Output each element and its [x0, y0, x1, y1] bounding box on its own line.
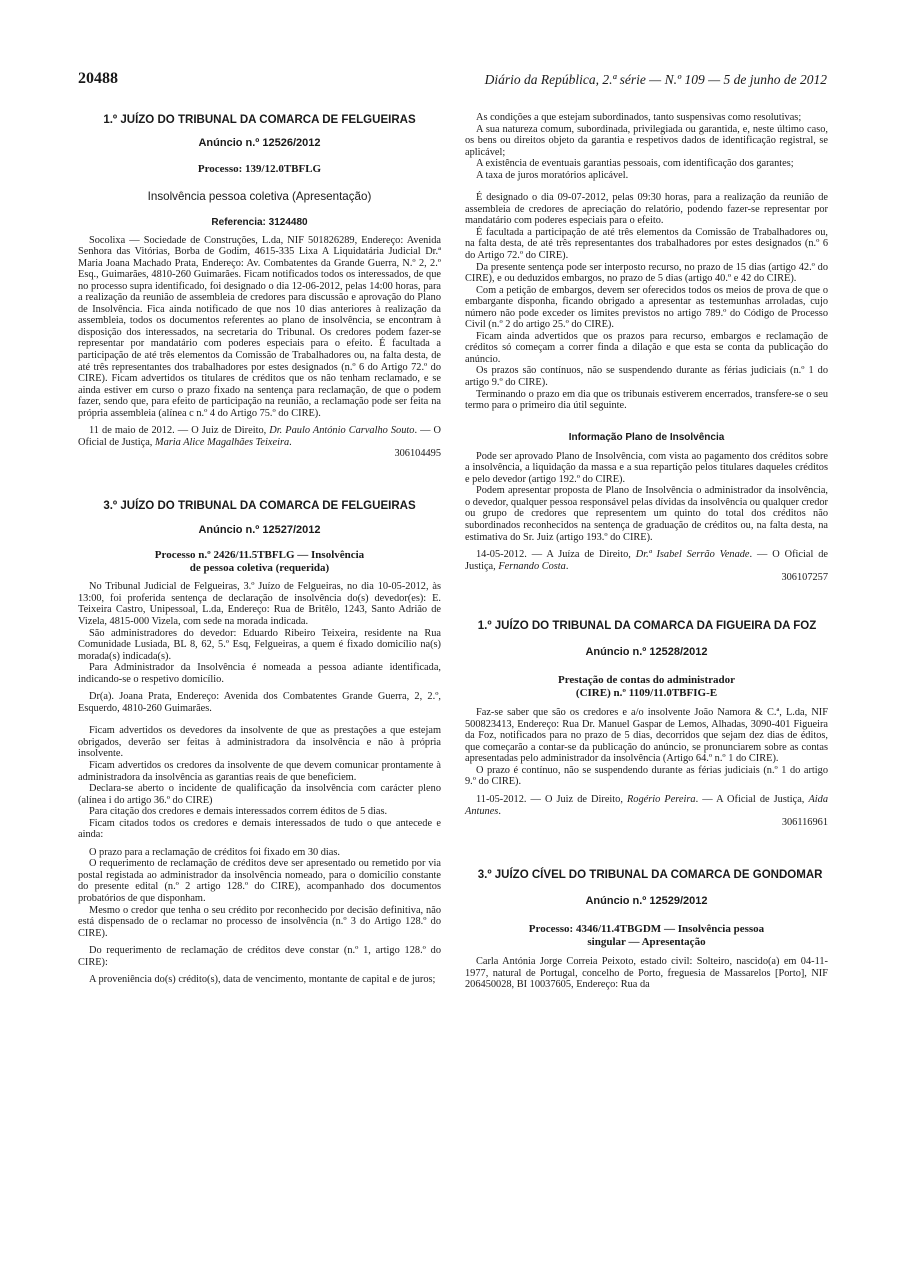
- referencia: Referencia: 3124480: [211, 216, 308, 228]
- paragraph: O prazo é contínuo, não se suspendendo durante as férias judiciais (n.º 1 do artigo 9.º do CIRE).: [465, 764, 828, 788]
- publication-id: 306104495: [394, 448, 441, 460]
- paragraph: Pode ser aprovado Plano de Insolvência, com vista ao pagamento dos créditos sobre a insolvência, a liquidação da massa e a sua repartição pelos titulares daqueles créditos e pelo devedor (artigo 192.º do CIRE).: [465, 450, 828, 485]
- notice-title-2: singular — Apresentação: [587, 935, 706, 948]
- paragraph: As condições a que estejam subordinados, tanto suspensivas como resolutivas;: [476, 112, 802, 123]
- paragraph: Mesmo o credor que tenha o seu crédito por reconhecido por decisão definitiva, não está dispensado de o reclamar no processo de insolvência (n.º 3 do Artigo 128.º do CIRE).: [78, 904, 441, 939]
- left-column: [78, 112, 441, 986]
- signature-line: 14-05-2012. — A Juíza de Direito, Dr.ª Isabel Serrão Venade. — O Oficial de Justiça, Fernando Costa.: [465, 549, 828, 572]
- paragraph: A proveniência do(s) crédito(s), data de vencimento, montante de capital e de juros;: [89, 974, 436, 986]
- paragraph: Com a petição de embargos, devem ser oferecidos todos os meios de prova de que o embargante disponha, ficando obrigado a apresentar as testemunhas arroladas, cujo número não pode exceder os limites previstos no artigo 789.º do Código de Processo Civil (n.º 2 do artigo 25.º do CIRE).: [465, 284, 828, 331]
- paragraph: É facultada a participação de até três elementos da Comissão de Trabalhadores ou, na falta desta, de até três representantes dos trabalhadores por estes designados (n.º 6 do Artigo 72.º do CIRE).: [465, 226, 828, 262]
- anuncio-number: Anúncio n.º 12528/2012: [585, 646, 708, 659]
- journal-title: Diário da República, 2.ª série — N.º 109 — 5 de junho de 2012: [484, 72, 827, 87]
- court-heading: 3.º JUÍZO DO TRIBUNAL DA COMARCA DE FELGUEIRAS: [103, 498, 416, 513]
- page-number: 20488: [78, 70, 118, 87]
- paragraph: Carla Antónia Jorge Correia Peixoto, estado civil: Solteiro, nascido(a) em 04-11-1977, natural de Portugal, concelho de Porto, freguesia de Massarelos [Porto], NIF 206450028, BI 10037605, Endereço: Rua da: [465, 956, 828, 991]
- anuncio-number: Anúncio n.º 12527/2012: [198, 524, 321, 537]
- paragraph: Dr(a). Joana Prata, Endereço: Avenida dos Combatentes Grande Guerra, 2, 2.º, Esquerdo, 4810-260 Guimarães.: [78, 691, 441, 714]
- notice-12526: [78, 112, 441, 460]
- anuncio-number: Anúncio n.º 12526/2012: [198, 137, 321, 149]
- notice-title-1: Prestação de contas do administrador: [557, 674, 735, 687]
- anuncio-number: Anúncio n.º 12529/2012: [585, 895, 708, 908]
- paragraph: A taxa de juros moratórios aplicável.: [476, 169, 629, 181]
- notice-12527: [78, 498, 441, 986]
- publication-id: 306116961: [781, 817, 828, 829]
- notice-title-2: (CIRE) n.º 1109/11.0TBFIG-E: [575, 686, 718, 699]
- paragraph: É designado o dia 09-07-2012, pelas 09:30 horas, para a realização da reunião de assembleia de credores de apreciação do relatório, podendo fazer-se representar por mandatário com poderes especiais para o efeito.: [465, 192, 828, 227]
- processo-number: Processo: 139/12.0TBFLG: [197, 163, 322, 175]
- paragraph: Declara-se aberto o incidente de qualificação da insolvência com carácter pleno (alínea i do artigo 36.º do CIRE): [78, 783, 441, 806]
- paragraph: A sua natureza comum, subordinada, privilegiada ou garantida, e, neste último caso, os bens ou direitos objeto da garantia e respetivos dados de identificação registral, se aplicável;: [465, 123, 828, 158]
- paragraph: Podem apresentar proposta de Plano de Insolvência o administrador da insolvência, o devedor, qualquer pessoa responsável pelas dívidas da insolvência ou qualquer credor ou grupo de credores que representem um quinto do total dos créditos não subordinados reconhecidos na sentença de graduação de créditos ou, na falta desta, na estimativa do Sr. Juiz (artigo 193.º do CIRE).: [465, 485, 828, 543]
- notice-title-1: Processo: 4346/11.4TBGDM — Insolvência pessoa: [528, 923, 765, 936]
- processo-line-1: Processo n.º 2426/11.5TBFLG — Insolvência: [154, 549, 365, 562]
- page-header: [78, 70, 827, 92]
- notice-12529: [465, 867, 828, 991]
- paragraph: São administradores do devedor: Eduardo Ribeiro Teixeira, residente na Rua Comunidade Lusiada, BL 8, 62, 5.º Esq, Felgueiras, a quem é fixado domicílio na(s) morada(s) indicada(s).: [78, 627, 441, 662]
- info-heading: Informação Plano de Insolvência: [568, 431, 725, 443]
- signature-line: 11-05-2012. — O Juiz de Direito, Rogério Pereira. — A Oficial de Justiça, Aida Antunes.: [465, 793, 829, 817]
- paragraph: Ficam citados todos os credores e demais interessados de tudo o que antecede e ainda:: [78, 817, 441, 841]
- signature-line: 11 de maio de 2012. — O Juiz de Direito, Dr. Paulo António Carvalho Souto. — O Oficial de Justiça, Maria Alice Magalhães Teixeira.: [78, 425, 441, 448]
- notice-12527-continued: [465, 112, 828, 584]
- processo-line-2: de pessoa coletiva (requerida): [189, 561, 330, 574]
- paragraph: Ficam ainda advertidos que os prazos para recurso, embargos e reclamação de créditos só começam a correr finda a dilação e que esta se conta da publicação do anúncio.: [465, 330, 828, 365]
- paragraph: Faz-se saber que são os credores e a/o insolvente João Namora & C.ª, L.da, NIF 500823413, Endereço: Rua Dr. Manuel Gaspar de Lemos, Alhadas, 3090-401 Figueira da Foz, notificados para no prazo de 5 dias, decorridos que sejam dez dias de éditos, que começarão a contar-se da publicação do anúncio, se pronunciarem sobre as contas apresentadas pelo administrador da insolvência (Artigo 64.º n.º 1 do CIRE).: [465, 707, 828, 765]
- court-heading: 1.º JUÍZO DO TRIBUNAL DA COMARCA DA FIGUEIRA DA FOZ: [477, 618, 817, 633]
- notice-subtitle: Insolvência pessoa coletiva (Apresentação): [147, 189, 372, 203]
- court-heading: 1.º JUÍZO DO TRIBUNAL DA COMARCA DE FELGUEIRAS: [103, 112, 416, 126]
- paragraph: Ficam advertidos os devedores da insolvente de que as prestações a que estejam obrigados, deverão ser feitas à administradora da insolvência e não à própria insolvente.: [78, 725, 441, 760]
- right-column: [465, 112, 828, 991]
- paragraph: Para citação dos credores e demais interessados correm éditos de 5 dias.: [89, 806, 388, 818]
- paragraph: A existência de eventuais garantias pessoais, com identificação dos garantes;: [476, 158, 794, 170]
- paragraph: O prazo para a reclamação de créditos foi fixado em 30 dias.: [89, 846, 341, 858]
- paragraph: Para Administrador da Insolvência é nomeada a pessoa adiante identificada, indicando-se o respetivo domicílio.: [78, 662, 441, 685]
- paragraph: Terminando o prazo em dia que os tribunais estiverem encerrados, transfere-se o seu termo para o primeiro dia útil seguinte.: [465, 388, 828, 412]
- publication-id: 306107257: [781, 572, 828, 584]
- paragraph: No Tribunal Judicial de Felgueiras, 3.º Juízo de Felgueiras, no dia 10-05-2012, às 13:00, foi proferida sentença de declaração de insolvência do(s) devedor(es): E. Teixeira Castro, Unipessoal, L.da, Endereço: Rua de Britêlo, 1243, Santo Adrião de Vizela, 4815-000 Vizela, com sede na morada indicada.: [78, 581, 441, 627]
- notice-body: Socolixa — Sociedade de Construções, L.da, NIF 501826289, Endereço: Avenida Senhora das Vitórias, Borba de Godim, 4615-335 Lixa A Liquidatária Judicial Dr.ª Maria Joana Machado Prata, Endereço: Av. Combatentes da Grande Guerra, N.º 2, 2.º Esq., Guimarães, 4810-260 Guimarães. Ficam notificados todos os interessados, de que no processo supra identificado, foi designado o dia 12-06-2012, pelas 14:00 horas, para a realização da reunião de assembleia de credores para discussão e aprovação do Plano de Insolvência. Fica ainda notificado de que nos 10 dias anteriores à realização da assembleia, todos os documentos referentes ao plano de insolvência, se encontram à disposição dos interessados, na secretaria do Tribunal. Os credores podem fazer-se representar por mandatário com poderes especiais para o efeito. É facultada a participação de até três elementos da Comissão de Trabalhadores ou, na falta desta, de até três representantes dos trabalhadores por estes designados (n.º 6 do Artigo 72.º do CIRE). Ficam advertidos os titulares de créditos que os não tenham reclamado, e se ainda estiver em curso o prazo fixado na sentença para reclamação, de que o podem fazer, sendo que, para efeito de participação na reunião, a reclamação pode ser feita na própria assembleia (alínea c n.º 4 do Artigo 75.º do CIRE).: [78, 234, 441, 419]
- paragraph: Da presente sentença pode ser interposto recurso, no prazo de 15 dias (artigo 42.º do CIRE), e ou deduzidos embargos, no prazo de 5 dias (artigo 40.º e 42 do CIRE).: [465, 261, 828, 285]
- notice-12528: [465, 618, 828, 829]
- paragraph: O requerimento de reclamação de créditos deve ser apresentado ou remetido por via postal registada ao administrador da insolvência nomeado, para o domicílio constante do presente edital (n.º 2 artigo 128.º do CIRE), acompanhado dos documentos probatórios de que disponham.: [78, 858, 441, 905]
- paragraph: Do requerimento de reclamação de créditos deve constar (n.º 1, artigo 128.º do CIRE):: [78, 945, 441, 968]
- paragraph: Os prazos são contínuos, não se suspendendo durante as férias judiciais (n.º 1 do artigo 9.º do CIRE).: [465, 365, 828, 389]
- paragraph: Ficam advertidos os credores da insolvente de que devem comunicar prontamente à administradora da insolvência as garantias reais de que beneficiem.: [78, 760, 441, 783]
- court-heading: 3.º JUÍZO CÍVEL DO TRIBUNAL DA COMARCA DE GONDOMAR: [477, 867, 823, 882]
